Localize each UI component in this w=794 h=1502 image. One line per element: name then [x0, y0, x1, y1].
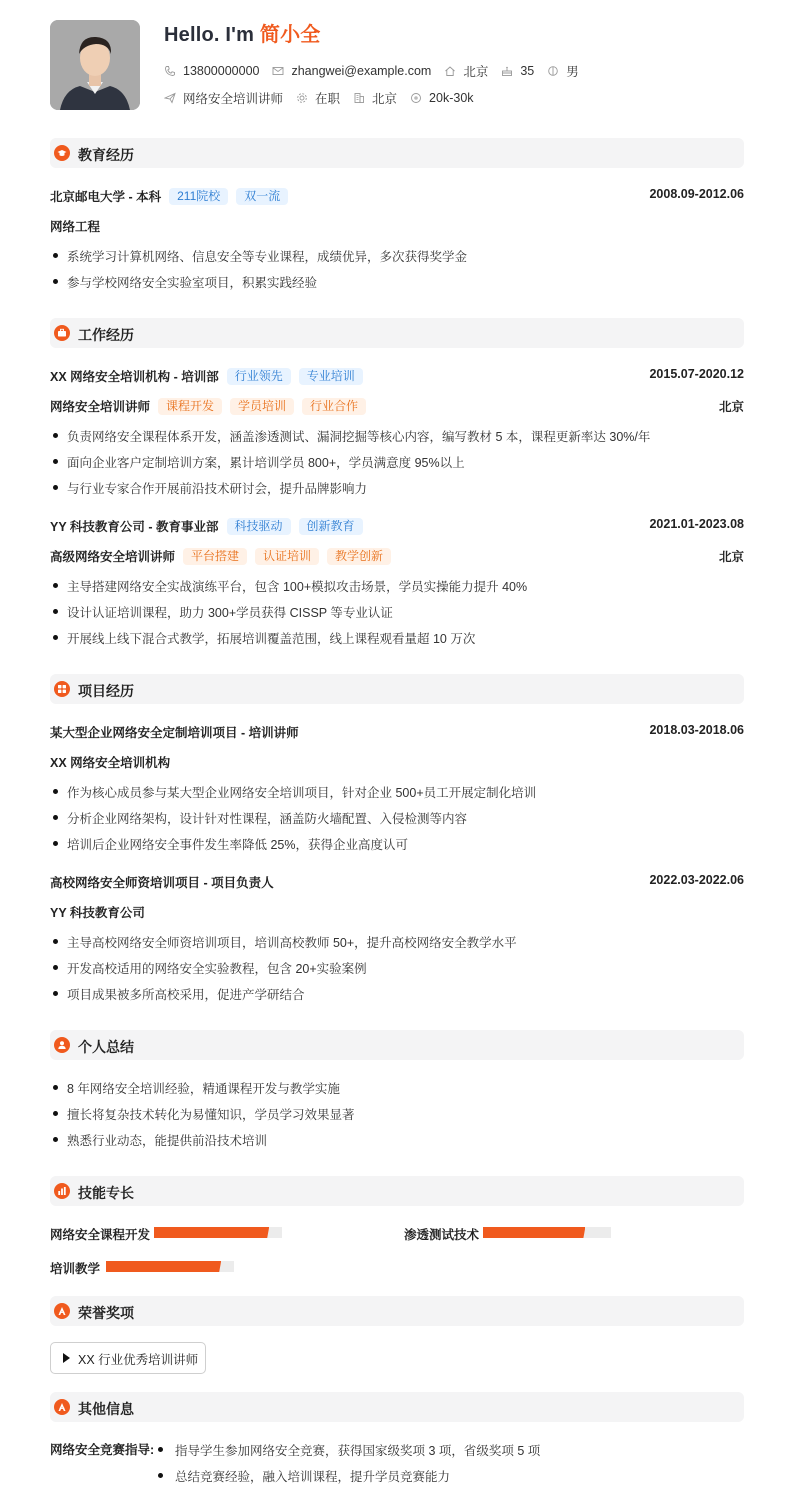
education-major-row	[50, 215, 744, 235]
role-name: 网络安全培训讲师	[50, 400, 151, 414]
education-period: 2008.09-2012.06	[649, 187, 744, 201]
skill-bar-fill	[483, 1227, 585, 1238]
work-period: 2015.07-2020.12	[649, 367, 744, 381]
candidate-name: 简小全	[259, 24, 321, 46]
education-major: 网络工程	[50, 220, 101, 234]
skill-bar	[483, 1227, 611, 1238]
project-name: 某大型企业网络安全定制培训项目 - 培训讲师	[50, 726, 299, 740]
project-org-row	[50, 751, 744, 771]
mail-icon	[272, 65, 284, 77]
project-period: 2018.03-2018.06	[649, 723, 744, 737]
work-company-row	[50, 365, 744, 385]
job-title-item	[164, 89, 283, 107]
send-icon	[164, 92, 176, 104]
target-city-item	[353, 89, 397, 107]
work-role-row	[50, 395, 744, 415]
skill-label: 渗透测试技术	[404, 1228, 480, 1242]
email-text: zhangwei@example.com	[291, 64, 432, 78]
company-tag: 科技驱动	[227, 518, 291, 535]
education-header	[50, 185, 744, 205]
role-tag: 教学创新	[327, 548, 391, 565]
work-location: 北京	[718, 550, 744, 564]
school-name: 北京邮电大学 - 本科	[50, 190, 162, 204]
cake-icon	[501, 65, 513, 77]
phone-icon	[164, 65, 176, 77]
section-other	[50, 1392, 744, 1422]
gear-icon	[296, 92, 308, 104]
project-org-row	[50, 901, 744, 921]
role-name: 高级网络安全培训讲师	[50, 550, 176, 564]
role-tag: 课程开发	[158, 398, 222, 415]
project-org: YY 科技教育公司	[50, 906, 145, 920]
award-icon	[54, 1399, 70, 1415]
salary-item	[410, 91, 473, 105]
project-header	[50, 721, 744, 741]
work-company-row	[50, 515, 744, 535]
coin-icon	[410, 92, 422, 104]
award-label: XX 行业优秀培训讲师	[78, 1353, 199, 1367]
salary-text: 20k-30k	[429, 91, 474, 105]
grid-icon	[54, 681, 70, 697]
greeting-prefix: Hello. I'm	[164, 24, 260, 46]
avatar	[50, 20, 140, 110]
section-awards	[50, 1296, 744, 1326]
section-title: 荣誉奖项	[78, 1305, 134, 1321]
triangle-right-icon	[63, 1353, 70, 1363]
city-item	[444, 62, 488, 80]
company-tag: 创新教育	[299, 518, 363, 535]
section-work	[50, 318, 744, 348]
section-summary	[50, 1030, 744, 1060]
company-tag: 行业领先	[227, 368, 291, 385]
target-city-text: 北京	[372, 92, 398, 106]
other-label: 网络安全竞赛指导:	[50, 1443, 155, 1457]
project-name: 高校网络安全师资培训项目 - 项目负责人	[50, 876, 274, 890]
gender-icon	[547, 65, 559, 77]
gender-text: 男	[566, 65, 579, 79]
company-tag: 专业培训	[299, 368, 363, 385]
status-item	[296, 89, 340, 107]
city-text: 北京	[463, 65, 489, 79]
company-name: YY 科技教育公司 - 教育事业部	[50, 520, 219, 534]
section-education	[50, 138, 744, 168]
user-icon	[54, 1037, 70, 1053]
work-location: 北京	[718, 400, 744, 414]
project-period: 2022.03-2022.06	[649, 873, 744, 887]
role-tag: 学员培训	[230, 398, 294, 415]
status-text: 在职	[315, 92, 341, 106]
school-tag: 双一流	[236, 188, 288, 205]
school-tag: 211院校	[169, 188, 228, 205]
work-period: 2021.01-2023.08	[649, 517, 744, 531]
section-title: 个人总结	[78, 1039, 134, 1055]
skill-bar-fill	[154, 1227, 269, 1238]
briefcase-icon	[54, 325, 70, 341]
gender-item	[547, 62, 579, 80]
home-icon	[444, 65, 456, 77]
section-projects	[50, 674, 744, 704]
skill-bar	[154, 1227, 282, 1238]
company-name: XX 网络安全培训机构 - 培训部	[50, 370, 219, 384]
section-title: 工作经历	[78, 327, 134, 343]
job-row	[164, 88, 487, 108]
building-icon	[353, 92, 365, 104]
skill-bar	[106, 1261, 234, 1272]
email-item	[272, 64, 431, 78]
contact-row	[164, 61, 592, 81]
bar-chart-icon	[54, 1183, 70, 1199]
section-title: 其他信息	[78, 1401, 134, 1417]
phone-text: 13800000000	[183, 64, 260, 78]
section-title: 技能专长	[78, 1185, 134, 1201]
award-item[interactable]	[50, 1342, 206, 1374]
age-text: 35	[520, 64, 535, 78]
skill-bar-fill	[106, 1261, 221, 1272]
role-tag: 认证培训	[255, 548, 319, 565]
section-skills	[50, 1176, 744, 1206]
work-role-row	[50, 545, 744, 565]
skill-label: 网络安全课程开发	[50, 1228, 151, 1242]
greeting-title	[164, 18, 320, 47]
graduation-cap-icon	[54, 145, 70, 161]
job-title-text: 网络安全培训讲师	[183, 92, 284, 106]
phone-item	[164, 64, 259, 78]
section-title: 教育经历	[78, 147, 134, 163]
skill-label: 培训教学	[50, 1262, 101, 1276]
age-item	[501, 64, 534, 78]
project-org: XX 网络安全培训机构	[50, 756, 171, 770]
role-tag: 平台搭建	[183, 548, 247, 565]
section-title: 项目经历	[78, 683, 134, 699]
role-tag: 行业合作	[302, 398, 366, 415]
award-icon	[54, 1303, 70, 1319]
project-header	[50, 871, 744, 891]
